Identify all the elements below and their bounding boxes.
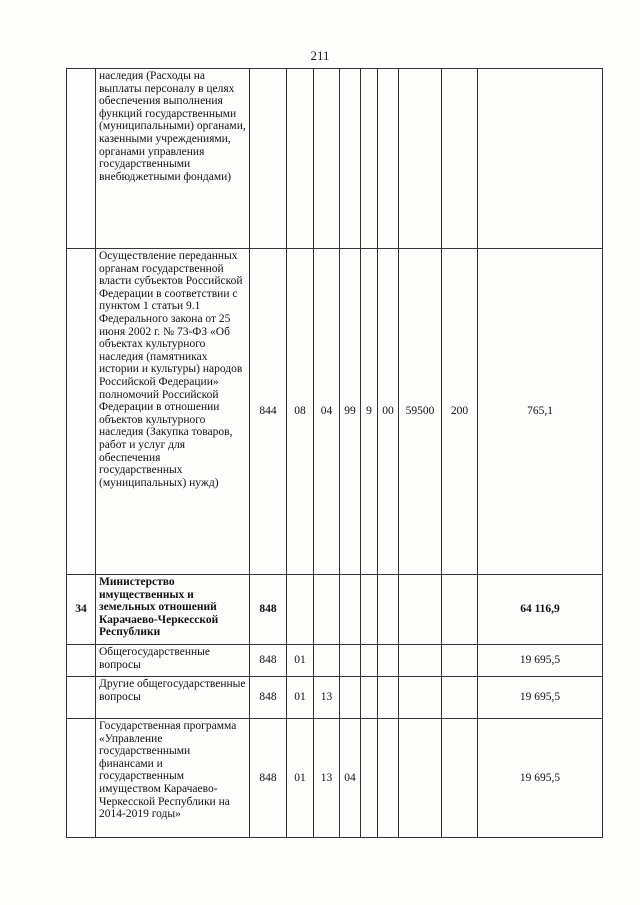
page-number: 211 [310,48,330,63]
program-code-cell: 99 [340,249,361,575]
row-name-cell: Министерство имущественных и земельных отношений Карачаево-Черкесской Республики [96,575,250,645]
subprogram-code-cell [361,575,378,645]
row-number-cell [67,69,96,249]
direction-code-cell [378,575,399,645]
subprogram-code-cell [361,677,378,719]
table-row [67,719,603,838]
row-name-cell: Другие общегосударственные вопросы [96,677,250,719]
row-number-cell: 34 [67,575,96,645]
subprogram-code-cell: 9 [361,249,378,575]
section-code-cell: 01 [287,645,314,677]
row-number-cell [67,249,96,575]
expense-type-cell [442,69,478,249]
table-row [67,645,603,677]
direction-code-cell [378,719,399,838]
section-code-cell: 01 [287,677,314,719]
ministry-code-cell: 848 [250,645,287,677]
program-code-cell [340,575,361,645]
amount-cell: 64 116,9 [478,575,603,645]
ministry-code-cell: 848 [250,719,287,838]
expense-type-cell [442,575,478,645]
subsection-code-cell: 13 [314,677,340,719]
subsection-code-cell [314,69,340,249]
amount-cell: 19 695,5 [478,645,603,677]
program-code-cell [340,677,361,719]
direction-code-cell [378,645,399,677]
amount-cell: 19 695,5 [478,677,603,719]
direction-code-cell [378,677,399,719]
subsection-code-cell [314,575,340,645]
amount-cell: 19 695,5 [478,719,603,838]
expense-code-cell [399,69,442,249]
subsection-code-cell: 13 [314,719,340,838]
expense-code-cell [399,719,442,838]
row-name-cell: Государственная программа «Управление государственными финансами и государственным имуществом Карачаево-Черкесской Республики на 2014-2019 годы» [96,719,250,838]
subprogram-code-cell [361,645,378,677]
expense-code-cell [399,645,442,677]
budget-table [66,68,603,838]
expense-type-cell [442,645,478,677]
row-number-cell [67,677,96,719]
amount-cell: 765,1 [478,249,603,575]
expense-type-cell [442,677,478,719]
program-code-cell [340,645,361,677]
program-code-cell [340,69,361,249]
expense-type-cell: 200 [442,249,478,575]
table-row [67,575,603,645]
subsection-code-cell [314,645,340,677]
ministry-code-cell [250,69,287,249]
row-name-cell: Осуществление переданных органам государственной власти субъектов Российской Федерации в соответствии с пунктом 1 статьи 9.1 Федерального закона от 25 июня 2002 г. № 73-ФЗ «Об объектах культурного наследия (памятниках истории и культуры) народов Российской Федерации» полномочий Российской Федерации в отношении объектов культурного наследия (Закупка товаров, работ и услуг для обеспечения государственных (муниципальных) нужд) [96,249,250,575]
expense-type-cell [442,719,478,838]
row-number-cell [67,645,96,677]
section-code-cell: 01 [287,719,314,838]
ministry-code-cell: 844 [250,249,287,575]
table-row [67,249,603,575]
ministry-code-cell: 848 [250,677,287,719]
section-code-cell [287,69,314,249]
section-code-cell [287,575,314,645]
subsection-code-cell: 04 [314,249,340,575]
row-name-cell: наследия (Расходы на выплаты персоналу в целях обеспечения выполнения функций государственными (муниципальными) органами, казенными учреждениями, органами управления государственными внебюджетными фондами) [96,69,250,249]
subprogram-code-cell [361,69,378,249]
row-name-cell: Общегосударственные вопросы [96,645,250,677]
subprogram-code-cell [361,719,378,838]
program-code-cell: 04 [340,719,361,838]
amount-cell [478,69,603,249]
expense-code-cell: 59500 [399,249,442,575]
expense-code-cell [399,677,442,719]
table-row [67,677,603,719]
table-row [67,69,603,249]
direction-code-cell: 00 [378,249,399,575]
expense-code-cell [399,575,442,645]
section-code-cell: 08 [287,249,314,575]
direction-code-cell [378,69,399,249]
ministry-code-cell: 848 [250,575,287,645]
row-number-cell [67,719,96,838]
